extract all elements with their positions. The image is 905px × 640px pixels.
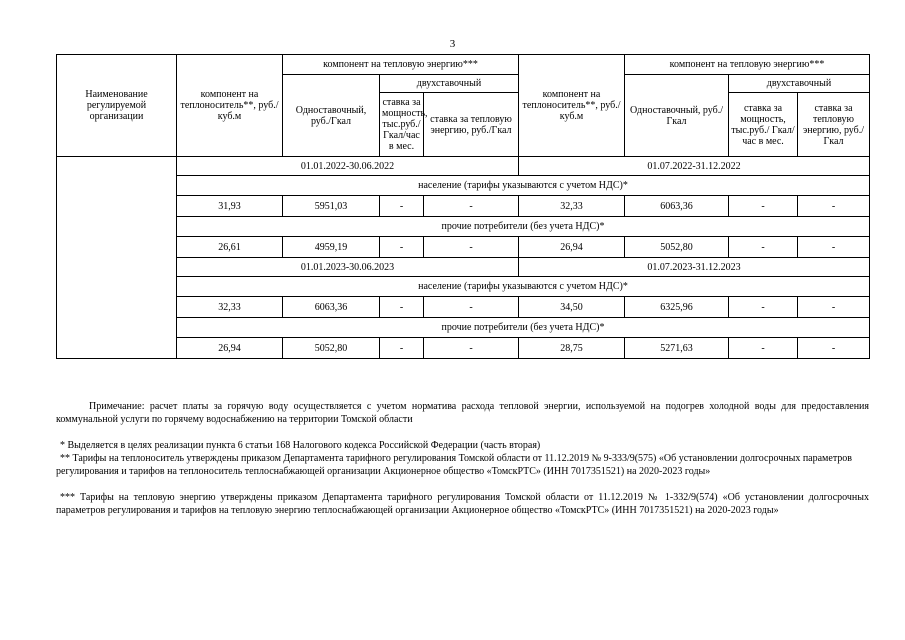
header-capacity-rate-2: ставка за мощность, тыс.руб./ Гкал/час в мес.: [729, 93, 798, 157]
consumer-group-label: население (тарифы указываются с учетом НДС)*: [177, 176, 870, 196]
header-energy-rate-2: ставка за тепловую энергию, руб./Гкал: [798, 93, 870, 157]
single-rate-value-2: 6063,36: [625, 196, 729, 217]
carrier-value-2: 26,94: [519, 237, 625, 258]
group-row: [57, 277, 870, 297]
header-carrier-component-2: компонент на теплоноситель**, руб./куб.м: [519, 55, 625, 157]
energy-rate-value: -: [424, 196, 519, 217]
header-energy-component: компонент на тепловую энергию***: [283, 55, 519, 75]
capacity-rate-value-2: -: [729, 237, 798, 258]
capacity-rate-value: -: [380, 237, 424, 258]
energy-rate-value-2: -: [798, 196, 870, 217]
footnote-carrier: ** Тарифы на теплоноситель утверждены приказом Департамента тарифного регулирования Томской области от 11.12.2019 № 9-333/9(575) «Об установлении долгосрочных параметров регулирования и тарифов на теплоноситель теплоснабжающей организации Акционерное общество «ТомскРТС» (ИНН 7017351521) на 2020-2023 годы»: [56, 453, 853, 477]
capacity-rate-value: -: [380, 297, 424, 318]
table-row: [57, 237, 870, 258]
period-label-right: 01.07.2022-31.12.2022: [519, 157, 870, 176]
consumer-group-label: прочие потребители (без учета НДС)*: [177, 217, 870, 237]
carrier-value: 32,33: [177, 297, 283, 318]
capacity-rate-value-2: -: [729, 196, 798, 217]
header-carrier-component: компонент на теплоноситель**, руб./куб.м: [177, 55, 283, 157]
header-two-rate-2: двухставочный: [729, 75, 870, 93]
header-two-rate: двухставочный: [380, 75, 519, 93]
energy-rate-value: -: [424, 297, 519, 318]
period-row: [57, 157, 870, 176]
header-row-top: [57, 55, 870, 75]
single-rate-value: 6063,36: [283, 297, 380, 318]
period-row: [57, 258, 870, 277]
single-rate-value-2: 5052,80: [625, 237, 729, 258]
carrier-value: 31,93: [177, 196, 283, 217]
single-rate-value: 5951,03: [283, 196, 380, 217]
footnote-vat: * Выделяется в целях реализации пункта 6 статьи 168 Налогового кодекса Российской Федерации (часть вторая): [60, 440, 541, 451]
consumer-group-label: население (тарифы указываются с учетом НДС)*: [177, 277, 870, 297]
single-rate-value: 5052,80: [283, 338, 380, 359]
capacity-rate-value: -: [380, 338, 424, 359]
period-label-right: 01.07.2023-31.12.2023: [519, 258, 870, 277]
capacity-rate-value-2: -: [729, 338, 798, 359]
carrier-value: 26,61: [177, 237, 283, 258]
capacity-rate-value-2: -: [729, 297, 798, 318]
table-row: [57, 196, 870, 217]
org-name-cell: [57, 157, 177, 359]
capacity-rate-value: -: [380, 196, 424, 217]
carrier-value-2: 32,33: [519, 196, 625, 217]
carrier-value-2: 34,50: [519, 297, 625, 318]
table-row: [57, 297, 870, 318]
energy-rate-value: -: [424, 237, 519, 258]
energy-rate-value: -: [424, 338, 519, 359]
period-label-left: 01.01.2022-30.06.2022: [177, 157, 519, 176]
single-rate-value-2: 6325,96: [625, 297, 729, 318]
header-single-rate: Одноставочный, руб./Гкал: [283, 75, 380, 157]
tariff-table: [56, 54, 870, 359]
period-label-left: 01.01.2023-30.06.2023: [177, 258, 519, 277]
header-capacity-rate: ставка за мощность, тыс.руб./ Гкал/час в мес.: [380, 93, 424, 157]
table-row: [57, 338, 870, 359]
consumer-group-label: прочие потребители (без учета НДС)*: [177, 318, 870, 338]
carrier-value-2: 28,75: [519, 338, 625, 359]
energy-rate-value-2: -: [798, 297, 870, 318]
group-row: [57, 176, 870, 196]
carrier-value: 26,94: [177, 338, 283, 359]
page-number: 3: [449, 38, 456, 50]
single-rate-value: 4959,19: [283, 237, 380, 258]
header-org-name: Наименование регулируемой организации: [57, 55, 177, 157]
group-row: [57, 318, 870, 338]
remark-note: Примечание: расчет платы за горячую воду осуществляется с учетом норматива расхода тепловой энергии, используемой на подогрев холодной воды для предоставления коммунальной услуги по горячему водоснабжению на территории Томской области: [56, 401, 869, 425]
footnote-energy: *** Тарифы на тепловую энергию утверждены приказом Департамента тарифного регулирования Томской области от 11.12.2019 № 1-332/9(574) «Об установлении долгосрочных параметров регулирования и тарифов на тепловую энергию теплоснабжающей организации Акционерное общество «ТомскРТС» (ИНН 7017351521) на 2020-2023 годы»: [56, 492, 869, 516]
header-single-rate-2: Одноставочный, руб./Гкал: [625, 75, 729, 157]
group-row: [57, 217, 870, 237]
header-energy-component-2: компонент на тепловую энергию***: [625, 55, 870, 75]
energy-rate-value-2: -: [798, 237, 870, 258]
energy-rate-value-2: -: [798, 338, 870, 359]
single-rate-value-2: 5271,63: [625, 338, 729, 359]
header-energy-rate: ставка за тепловую энергию, руб./Гкал: [424, 93, 519, 157]
